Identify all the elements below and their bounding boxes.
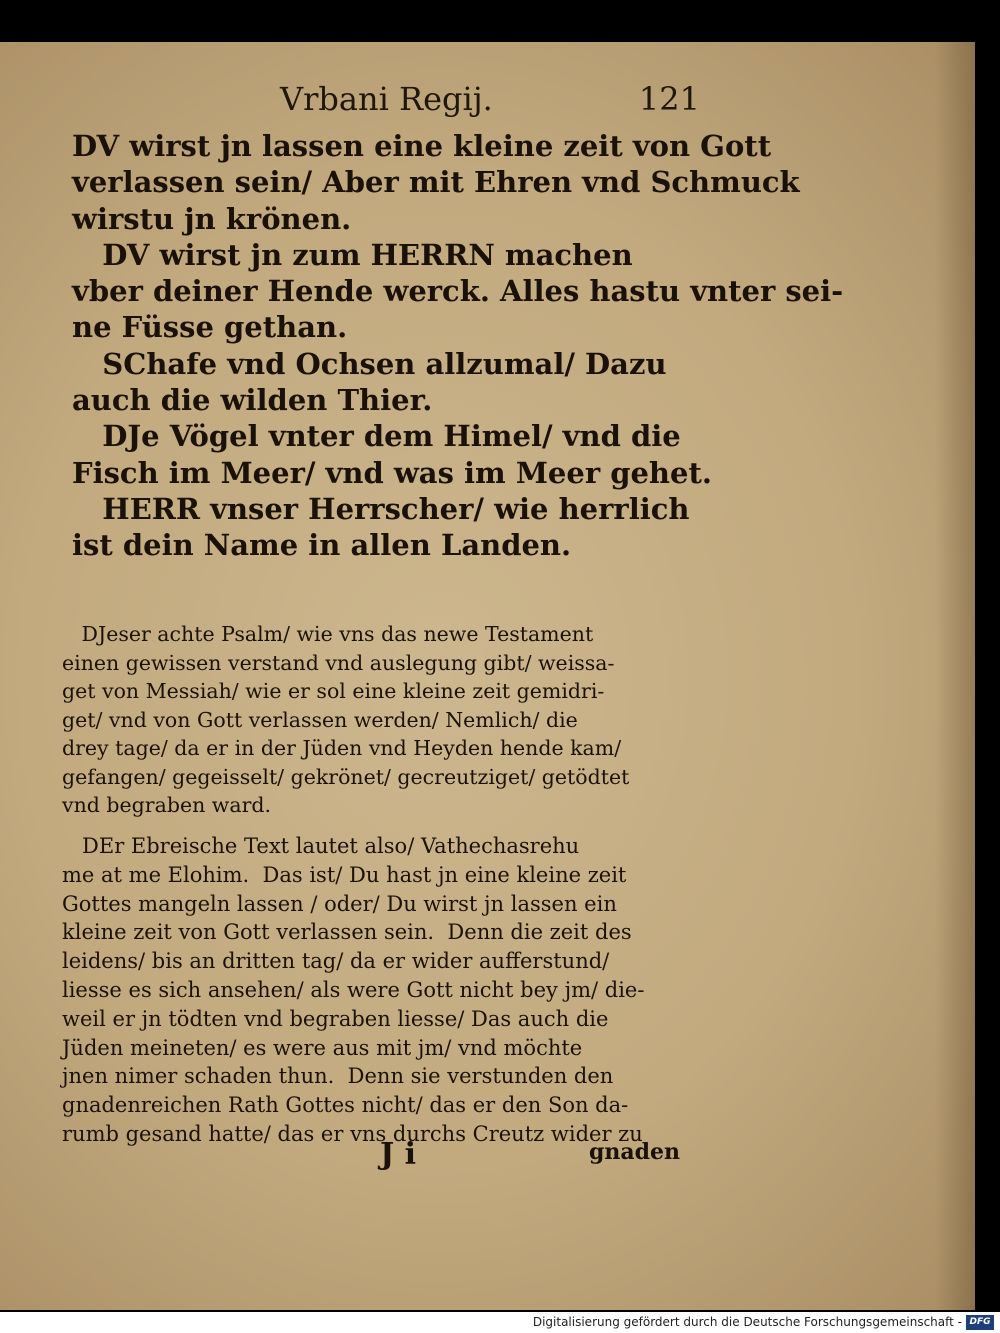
commentary-line: einen gewissen verstand vnd auslegung gibt/ weissa- xyxy=(62,650,615,675)
catchword: gnaden xyxy=(588,1139,680,1165)
commentary-line: jnen nimer schaden thun. Denn sie verstunden den xyxy=(62,1064,614,1089)
verse-line: DV wirst jn lassen eine kleine zeit von Gott xyxy=(72,129,772,163)
commentary-line: Gottes mangeln lassen / oder/ Du wirst jn lassen ein xyxy=(62,891,617,916)
verse-line: ist dein Name in allen Landen. xyxy=(72,528,572,563)
verse-line: HERR vnser Herrscher/ wie herrlich xyxy=(72,491,690,526)
verse-line: vber deiner Hende werck. Alles hastu vnter sei- xyxy=(72,274,844,309)
commentary-line: DJeser achte Psalm/ wie vns das newe Testament xyxy=(62,622,594,646)
verse-line: wirstu jn krönen. xyxy=(72,201,352,236)
commentary-line: gnadenreichen Rath Gottes nicht/ das er den Son da- xyxy=(62,1093,629,1118)
verse-line: auch die wilden Thier. xyxy=(72,383,433,418)
commentary-line: rumb gesand hatte/ das er vns durchs Creutz wider zu xyxy=(62,1121,643,1146)
commentary-line: gefangen/ gegeisselt/ gekrönet/ gecreutziget/ getödtet xyxy=(62,764,630,789)
psalm-verses xyxy=(72,128,844,564)
verse-line: DJe Vögel vnter dem Himel/ vnd die xyxy=(72,419,681,454)
commentary-paragraph-2 xyxy=(62,832,692,1149)
verse-line: Fisch im Meer/ vnd was im Meer gehet. xyxy=(72,455,712,490)
book-page xyxy=(0,42,975,1310)
commentary-line: liesse es sich ansehen/ als were Gott nicht bey jm/ die- xyxy=(62,977,645,1002)
verse-line: SChafe vnd Ochsen allzumal/ Dazu xyxy=(72,346,667,381)
commentary-paragraph-1 xyxy=(62,620,692,820)
commentary-line: leidens/ bis an dritten tag/ da er wider aufferstund/ xyxy=(62,949,610,974)
page-header xyxy=(280,80,700,128)
credit-text: Digitalisierung gefördert durch die Deutsche Forschungsgemeinschaft - xyxy=(532,1315,962,1329)
dfg-logo-icon[interactable]: DFG xyxy=(966,1315,994,1330)
verse-line: verlassen sein/ Aber mit Ehren vnd Schmuck xyxy=(72,165,800,200)
page-edge-shadow xyxy=(935,42,975,1310)
commentary-line: kleine zeit von Gott verlassen sein. Denn die zeit des xyxy=(62,920,632,945)
commentary-line: DEr Ebreische Text lautet also/ Vathechasrehu xyxy=(62,834,580,858)
verse-line: ne Füsse gethan. xyxy=(72,310,348,345)
commentary-line: weil er jn tödten vnd begraben liesse/ Das auch die xyxy=(62,1006,609,1031)
commentary-line: get/ vnd von Gott verlassen werden/ Nemlich/ die xyxy=(62,707,578,732)
commentary-line: Jüden meineten/ es were aus mit jm/ vnd möchte xyxy=(62,1035,583,1060)
commentary-line: get von Messiah/ wie er sol eine kleine zeit gemidri- xyxy=(62,679,605,703)
page-number: 121 xyxy=(638,80,700,118)
commentary-line: me at me Elohim. Das ist/ Du hast jn eine kleine zeit xyxy=(62,862,627,887)
verse-line: DV wirst jn zum HERRN machen xyxy=(72,237,633,272)
signature-mark: J i xyxy=(380,1137,417,1172)
running-title: Vrbani Regij. xyxy=(280,80,493,118)
commentary-line: vnd begraben ward. xyxy=(62,793,272,817)
page-footer xyxy=(380,1137,680,1177)
digitization-credit-bar xyxy=(0,1312,1000,1333)
commentary-line: drey tage/ da er in der Jüden vnd Heyden hende kam/ xyxy=(62,736,622,760)
